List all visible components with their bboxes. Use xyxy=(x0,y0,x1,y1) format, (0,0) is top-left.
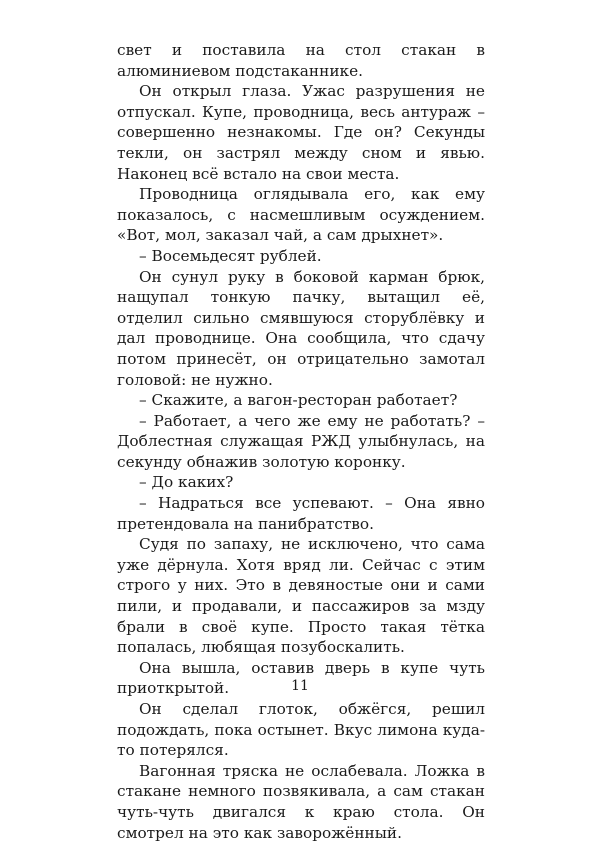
paragraph: – Восемьдесят рублей. xyxy=(139,246,322,265)
paragraph: Проводница оглядывала его, как ему показалось, с насмешливым осуждением. «Вот, мол, заказал чай, а сам дрыхнет». xyxy=(117,185,485,245)
paragraph: Он сделал глоток, обжёгся, решил подождать, пока остынет. Вкус лимона куда-то потерялся. xyxy=(117,700,485,760)
paragraph: – До каких? xyxy=(139,473,234,492)
page-number: 11 xyxy=(291,678,309,694)
paragraph: свет и поставила на стол стакан в алюминиевом подстаканнике. xyxy=(117,41,485,80)
paragraph: Она вышла, оставив дверь в купе чуть приоткрытой. xyxy=(117,658,485,698)
paragraph: – Скажите, а вагон-ресторан работает? xyxy=(139,391,458,410)
paragraph: Вагонная тряска не ослабевала. Ложка в стакане немного позвякивала, а сам стакан чуть-чуть двигался к краю стола. Он смотрел на это как заворожённый. xyxy=(117,761,485,842)
paragraph: – Работает, а чего же ему не работать? – Доблестная служащая РЖД улыбнулась, на секунду обнажив золотую коронку. xyxy=(117,411,485,471)
paragraph: Судя по запаху, не исключено, что сама уже дёрнула. Хотя вряд ли. Сейчас с этим строго у них. Это в девяностые они и сами пили, и продавали, и пассажиров за мзду брали в своё купе. Просто такая тётка попалась, любящая позубоскалить. xyxy=(117,535,485,657)
paragraph: Он сунул руку в боковой карман брюк, нащупал тонкую пачку, вытащил её, отделил сильно смявшуюся сторублёвку и дал проводнице. Она сообщила, что сдачу потом принесёт, он отрицательно замотал головой: не нужно. xyxy=(117,267,485,389)
paragraph: Он открыл глаза. Ужас разрушения не отпускал. Купе, проводница, весь антураж – совершенно незнакомы. Где он? Секунды текли, он застрял между сном и явью. Наконец всё встало на свои места. xyxy=(117,82,485,183)
paragraph: – Надраться все успевают. – Она явно претендовала на панибратство. xyxy=(117,494,485,533)
body-text xyxy=(117,40,485,843)
